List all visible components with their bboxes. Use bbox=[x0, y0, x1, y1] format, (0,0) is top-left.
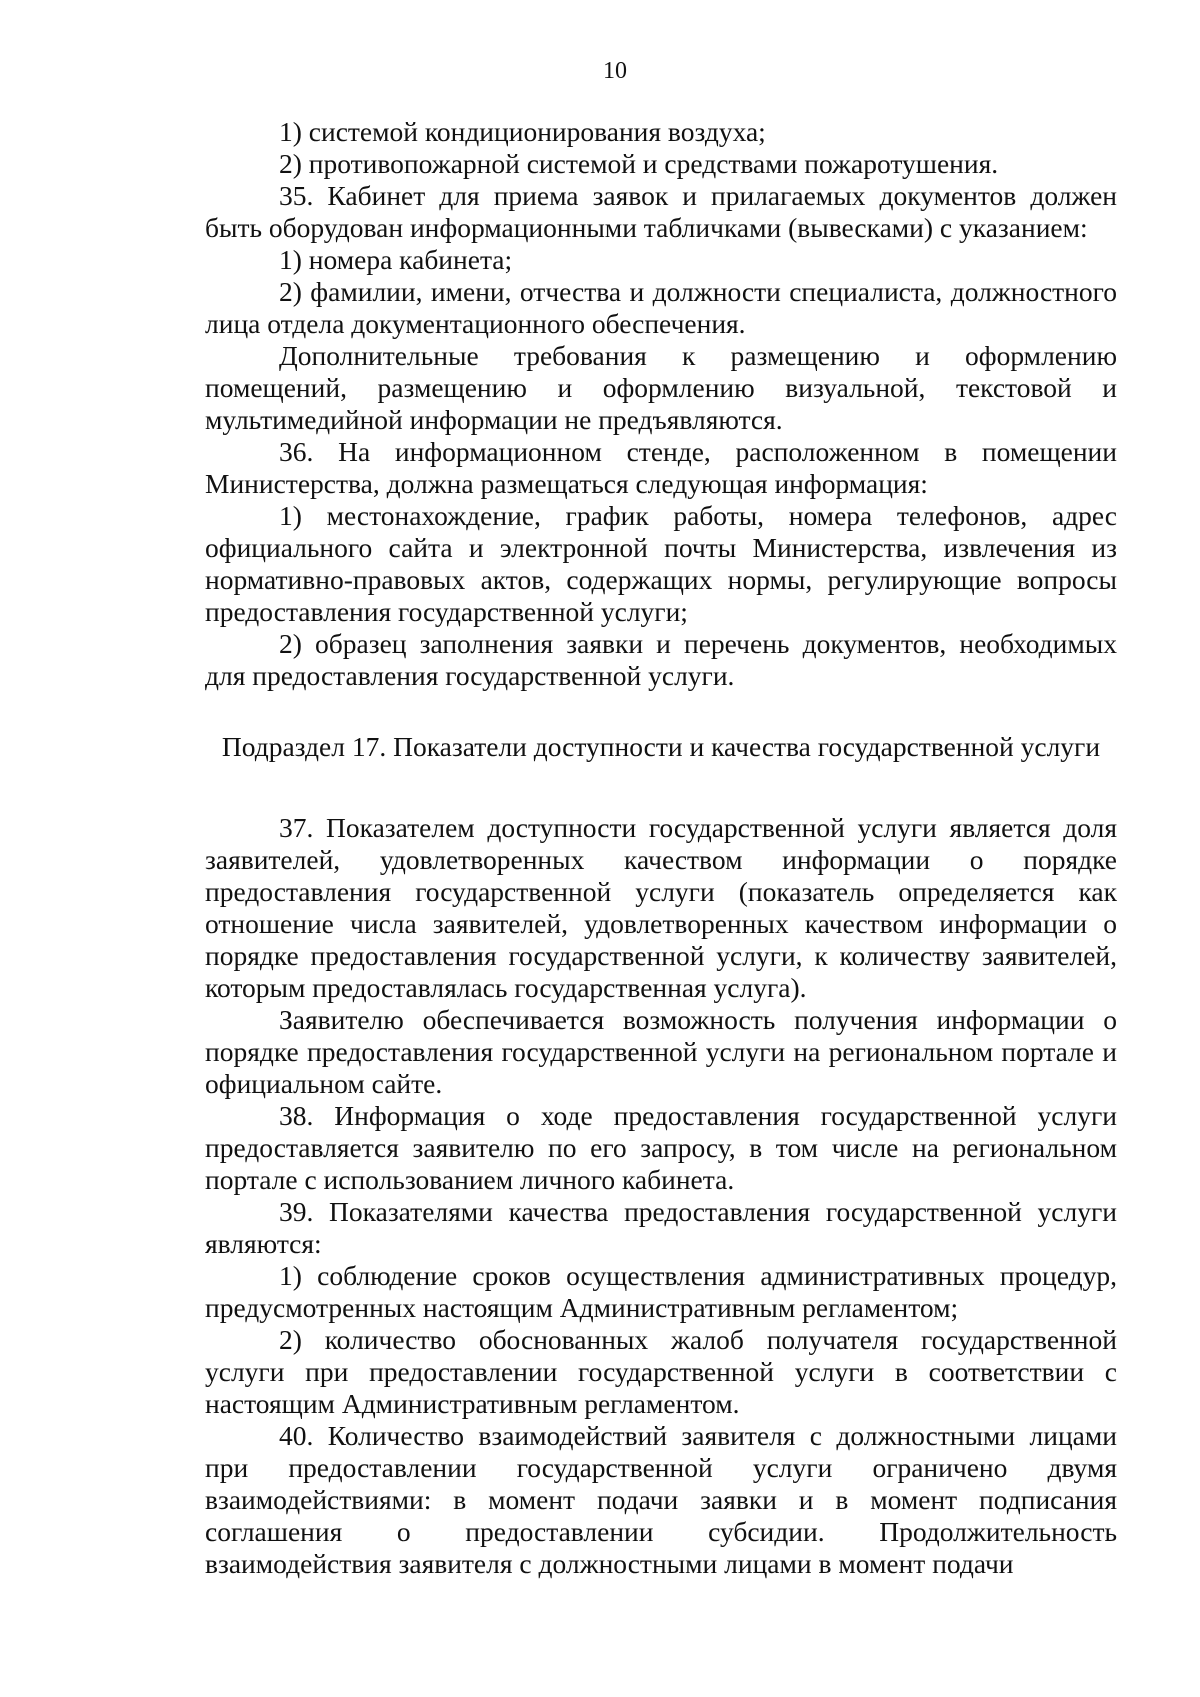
list-item-location-info: 1) местонахождение, график работы, номера телефонов, адрес официального сайта и электронной почты Министерства, извлечения из нормативно-правовых актов, содержащих нормы, регулирующие вопросы предоставления государственной услуги; bbox=[205, 500, 1117, 627]
document-body bbox=[205, 116, 1117, 1580]
list-item-room-number: 1) номера кабинета; bbox=[279, 244, 513, 275]
clause-36: 36. На информационном стенде, расположенном в помещении Министерства, должна размещаться следующая информация: bbox=[205, 436, 1117, 499]
list-item-complaints: 2) количество обоснованных жалоб получателя государственной услуги при предоставлении государственной услуги в соответствии с настоящим Административным регламентом. bbox=[205, 1324, 1117, 1419]
list-item-deadlines: 1) соблюдение сроков осуществления административных процедур, предусмотренных настоящим Административным регламентом; bbox=[205, 1260, 1117, 1323]
list-item-air-conditioning: 1) системой кондиционирования воздуха; bbox=[279, 116, 766, 147]
list-item-fire-system: 2) противопожарной системой и средствами пожаротушения. bbox=[279, 148, 999, 179]
clause-35: 35. Кабинет для приема заявок и прилагаемых документов должен быть оборудован информационными табличками (вывесками) с указанием: bbox=[205, 180, 1117, 243]
clause-38: 38. Информация о ходе предоставления государственной услуги предоставляется заявителю по его запросу, в том числе на региональном портале с использованием личного кабинета. bbox=[205, 1100, 1117, 1195]
list-item-specialist-name: 2) фамилии, имени, отчества и должности специалиста, должностного лица отдела документационного обеспечения. bbox=[205, 276, 1117, 339]
page-number: 10 bbox=[603, 58, 627, 84]
subsection-heading: Подраздел 17. Показатели доступности и качества государственной услуги bbox=[221, 731, 1101, 762]
clause-40: 40. Количество взаимодействий заявителя с должностными лицами при предоставлении государственной услуги ограничено двумя взаимодействиями: в момент подачи заявки и в момент подписания соглашения о предоставлении субсидии. Продолжительность взаимодействия заявителя с должностными лицами в момент подачи bbox=[205, 1420, 1117, 1579]
clause-39: 39. Показателями качества предоставления государственной услуги являются: bbox=[205, 1196, 1117, 1259]
applicant-info-paragraph: Заявителю обеспечивается возможность получения информации о порядке предоставления государственной услуги на региональном портале и официальном сайте. bbox=[205, 1004, 1117, 1099]
list-item-application-sample: 2) образец заполнения заявки и перечень документов, необходимых для предоставления государственной услуги. bbox=[205, 628, 1117, 691]
clause-37: 37. Показателем доступности государственной услуги является доля заявителей, удовлетворенных качеством информации о порядке предоставления государственной услуги (показатель определяется как отношение числа заявителей, удовлетворенных качеством информации о порядке предоставления государственной услуги, к количеству заявителей, которым предоставлялась государственная услуга). bbox=[205, 812, 1117, 1003]
additional-requirements-paragraph: Дополнительные требования к размещению и оформлению помещений, размещению и оформлению визуальной, текстовой и мультимедийной информации не предъявляются. bbox=[205, 340, 1117, 435]
